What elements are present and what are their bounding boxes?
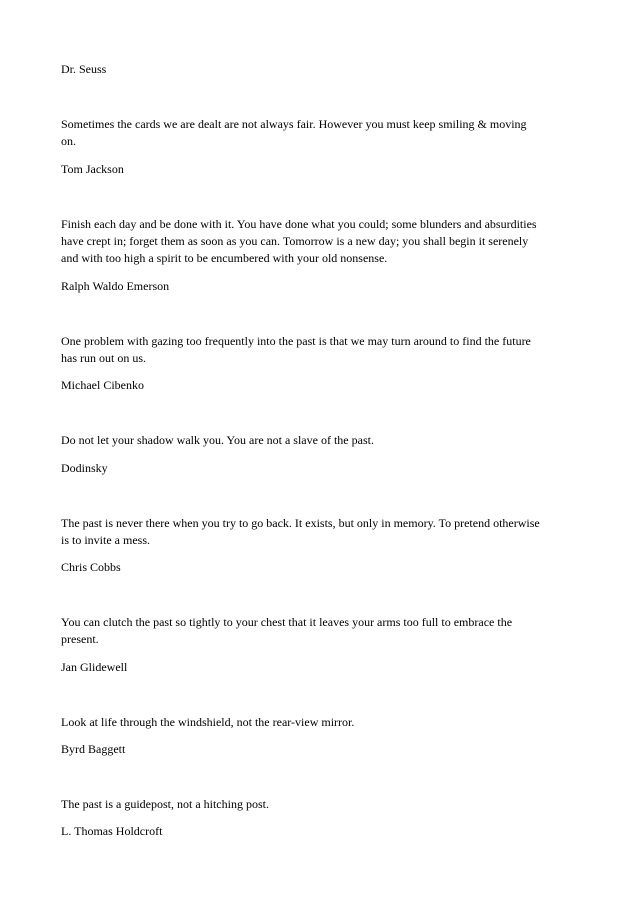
quote-3-line-1: One problem with gazing too frequently into the past is that we may turn around to find the future: [61, 334, 531, 348]
quote-3-author: Michael Cibenko: [61, 378, 144, 392]
quote-2-line-2: have crept in; forget them as soon as you can. Tomorrow is a new day; you shall begin it serenely: [61, 234, 529, 248]
quote-1-author: Tom Jackson: [61, 162, 124, 176]
quote-8-author: L. Thomas Holdcroft: [61, 824, 163, 838]
quote-2-line-1: Finish each day and be done with it. You have done what you could; some blunders and absurdities: [61, 217, 537, 231]
quote-7-author: Byrd Baggett: [61, 742, 126, 756]
quote-8-line-1: The past is a guidepost, not a hitching post.: [61, 797, 269, 811]
quote-2-line-3: and with too high a spirit to be encumbered with your old nonsense.: [61, 251, 388, 265]
quote-2-author: Ralph Waldo Emerson: [61, 279, 170, 293]
quote-5-line-1: The past is never there when you try to go back. It exists, but only in memory. To pretend otherwise: [61, 516, 540, 530]
author-dr-seuss: Dr. Seuss: [61, 62, 107, 76]
quote-4-line-1: Do not let your shadow walk you. You are not a slave of the past.: [61, 433, 374, 447]
quote-4-author: Dodinsky: [61, 461, 108, 475]
quote-1-line-1: Sometimes the cards we are dealt are not always fair. However you must keep smiling & moving: [61, 117, 527, 131]
quote-5-author: Chris Cobbs: [61, 560, 121, 574]
quote-7-line-1: Look at life through the windshield, not the rear-view mirror.: [61, 715, 355, 729]
quote-6-line-1: You can clutch the past so tightly to your chest that it leaves your arms too full to embrace the: [61, 615, 513, 629]
quote-6-author: Jan Glidewell: [61, 660, 128, 674]
quote-6-line-2: present.: [61, 632, 99, 646]
quote-3-line-2: has run out on us.: [61, 351, 146, 365]
quote-5-line-2: is to invite a mess.: [61, 533, 150, 547]
quote-1-line-2: on.: [61, 134, 76, 148]
